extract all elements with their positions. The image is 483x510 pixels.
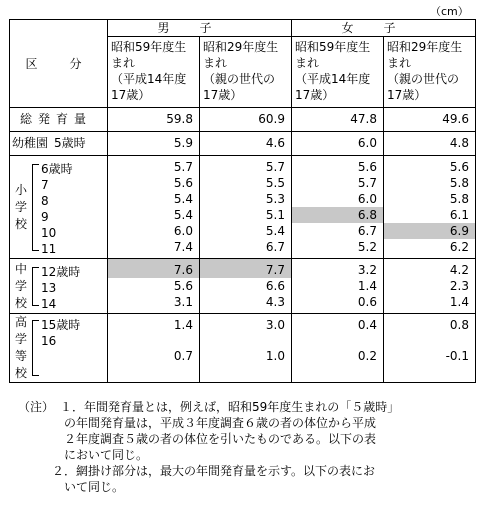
- value-cell: 49.6: [384, 108, 476, 132]
- group-label-elementary: [10, 158, 32, 257]
- value-cell: 5.2: [292, 239, 384, 259]
- notes-prefix: （注）: [18, 400, 55, 414]
- group-label-part: 小 学 校: [14, 182, 27, 231]
- row-label-age: 12歳時: [41, 264, 81, 279]
- value-cell: 6.0: [292, 191, 384, 207]
- value-cell: 1.4: [108, 314, 200, 349]
- value-cell: 5.4: [200, 223, 292, 239]
- value-cell: 0.2: [292, 348, 384, 383]
- row-label-age: 16: [41, 334, 57, 348]
- group-label-high: [10, 314, 32, 382]
- value-cell: 5.5: [200, 175, 292, 191]
- value-cell: 2.3: [384, 278, 476, 294]
- value-cell: -0.1: [384, 348, 476, 383]
- value-cell: 5.9: [108, 132, 200, 156]
- value-cell: 5.8: [384, 191, 476, 207]
- value-cell: 6.0: [108, 223, 200, 239]
- value-cell: 3.1: [108, 294, 200, 314]
- growth-table: [9, 19, 476, 383]
- row-label-age: 11: [41, 241, 57, 256]
- value-cell: 0.4: [292, 314, 384, 349]
- row-label-age: 7: [41, 177, 49, 192]
- row-label-age: 6歳時: [41, 161, 73, 176]
- female-header: 女子: [292, 20, 476, 37]
- value-cell: 6.6: [200, 278, 292, 294]
- category-header: 区 分: [10, 20, 108, 108]
- value-cell: 5.7: [200, 156, 292, 176]
- note-1-line-3: ２年度調査５歳の者の体位を引いたものである。以下の表: [64, 432, 377, 446]
- value-cell: 47.8: [292, 108, 384, 132]
- male-header: 男子: [108, 20, 292, 37]
- note-1-line-1: 年間発育量とは，例えば，昭和59年度生まれの「５歳時」: [84, 400, 400, 414]
- group-label-part: 中 学 校: [14, 261, 27, 310]
- note-2-line-1: 網掛け部分は，最大の年間発育量を示す。以下の表にお: [76, 464, 376, 478]
- value-cell: 5.6: [292, 156, 384, 176]
- value-cell: 5.6: [384, 156, 476, 176]
- value-cell: 1.4: [292, 278, 384, 294]
- table-bottom-border: [10, 383, 108, 384]
- male-s59-header: 昭和59年度生 まれ （平成14年度 17歳）: [108, 37, 200, 108]
- row-label-age: 15歳時: [41, 318, 81, 332]
- value-cell: 7.7: [200, 259, 292, 279]
- notes: [18, 399, 399, 495]
- value-cell: 3.2: [292, 259, 384, 279]
- female-s29-header: 昭和29年度生 まれ （親の世代の 17歳）: [384, 37, 476, 108]
- value-cell: 4.6: [200, 132, 292, 156]
- value-cell: 6.7: [292, 223, 384, 239]
- value-cell: 60.9: [200, 108, 292, 132]
- value-cell: 1.0: [200, 348, 292, 383]
- row-label-total: 総発育量: [20, 112, 93, 126]
- value-cell: 5.6: [108, 175, 200, 191]
- value-cell: 4.8: [384, 132, 476, 156]
- row-label-kindergarten: 幼稚園: [12, 136, 49, 150]
- note-2-number: ２．: [52, 464, 77, 478]
- value-cell: 5.6: [108, 278, 200, 294]
- value-cell: 7.4: [108, 239, 200, 259]
- note-1-line-2: の年間発育量は，平成３年度調査６歳の者の体位から平成: [64, 416, 377, 430]
- bracket-icon: [32, 267, 39, 306]
- note-1-number: １．: [60, 400, 85, 414]
- row-label-age: 13: [41, 280, 57, 295]
- value-cell: 0.8: [384, 314, 476, 349]
- row-label-age: 9: [41, 209, 49, 224]
- value-cell: 1.4: [384, 294, 476, 314]
- row-label-age: 10: [41, 225, 57, 240]
- value-cell: 5.4: [108, 207, 200, 223]
- value-cell: 4.3: [200, 294, 292, 314]
- value-cell: 5.7: [108, 156, 200, 176]
- table-bottom-border: [292, 383, 384, 384]
- value-cell: 0.6: [292, 294, 384, 314]
- value-cell: 4.2: [384, 259, 476, 279]
- note-1-line-4: において同じ。: [64, 448, 149, 462]
- value-cell: 5.3: [200, 191, 292, 207]
- value-cell: 6.2: [384, 239, 476, 259]
- value-cell: 6.1: [384, 207, 476, 223]
- value-cell: 5.7: [292, 175, 384, 191]
- value-cell: 6.9: [384, 223, 476, 239]
- value-cell: 5.8: [384, 175, 476, 191]
- unit-label: （cm）: [430, 5, 469, 18]
- group-label-part: 等校: [14, 349, 27, 380]
- value-cell: 6.8: [292, 207, 384, 223]
- row-label-age: 14: [41, 296, 57, 311]
- value-cell: 6.0: [292, 132, 384, 156]
- bracket-icon: [32, 320, 39, 376]
- value-cell: 59.8: [108, 108, 200, 132]
- value-cell: 5.4: [108, 191, 200, 207]
- table-bottom-border: [200, 383, 292, 384]
- value-cell: 3.0: [200, 314, 292, 349]
- bracket-icon: [32, 164, 39, 251]
- value-cell: 7.6: [108, 259, 200, 279]
- row-label-age: 8: [41, 193, 49, 208]
- male-s29-header: 昭和29年度生 まれ （親の世代の 17歳）: [200, 37, 292, 108]
- note-2-line-2: いて同じ。: [64, 480, 125, 494]
- group-label-middle: [10, 261, 32, 312]
- group-label-part: 高学: [14, 315, 27, 346]
- row-label-age: 5歳時: [54, 136, 86, 150]
- value-cell: 0.7: [108, 348, 200, 383]
- female-s59-header: 昭和59年度生 まれ （平成14年度 17歳）: [292, 37, 384, 108]
- table-bottom-border: [384, 383, 476, 384]
- table-bottom-border: [108, 383, 200, 384]
- value-cell: 6.7: [200, 239, 292, 259]
- value-cell: 5.1: [200, 207, 292, 223]
